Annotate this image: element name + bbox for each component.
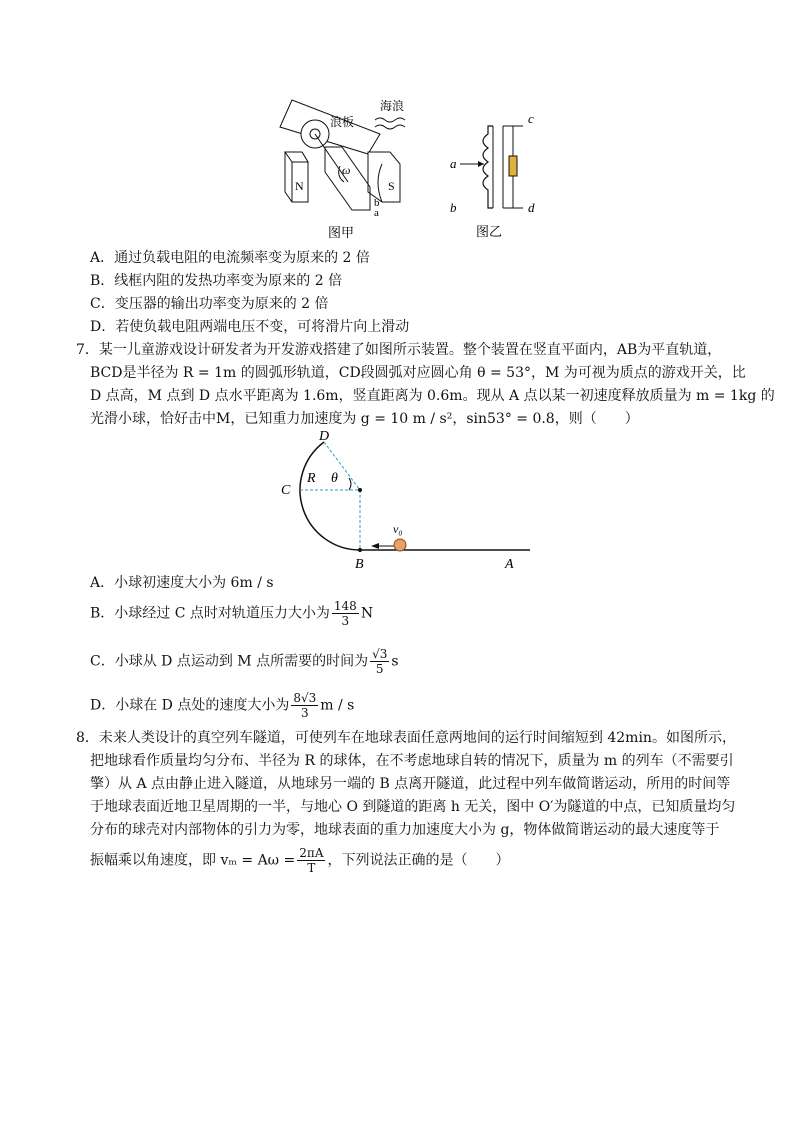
slider-arrow-icon xyxy=(478,161,484,167)
q8-stem-line2: 把地球看作质量均匀分布、半径为 R 的球体，在不考虑地球自转的情况下，质量为 m 的列车（不需要引 xyxy=(90,753,734,769)
coil-frame-shape xyxy=(325,147,370,210)
q7-option-c xyxy=(90,647,399,676)
q7-option-c-fraction xyxy=(370,647,389,676)
q7-option-d xyxy=(90,691,354,720)
unit: m / s xyxy=(320,697,355,714)
magnet-s-shape xyxy=(368,152,400,202)
q8-stem-line4: 于地球表面近地卫星周期的一半，与地心 O 到隧道的距离 h 无关，图中 O′为隧道的中点，已知质量均匀 xyxy=(90,799,736,815)
fraction-denominator: 3 xyxy=(341,614,350,628)
q7-figure xyxy=(275,430,535,572)
fraction-denominator: 5 xyxy=(375,662,384,676)
point-a-label: A xyxy=(505,557,514,572)
q6-option-c: C．变压器的输出功率变为原来的 2 倍 xyxy=(90,296,329,312)
q8-stem-line5: 分布的球壳对内部物体的引力为零，地球表面的重力加速度大小为 g，物体做简谐运动的最大速度等于 xyxy=(90,822,720,838)
yi-d-label: d xyxy=(528,200,535,215)
transformer-coil-shape xyxy=(483,126,493,208)
q8-stem-line1: 8．未来人类设计的真空列车隧道，可使列车在地球表面任意两地间的运行时间缩短到 42min。如图所示， xyxy=(76,730,736,746)
velocity-arrow-icon xyxy=(371,543,379,549)
q8-vmax-fraction xyxy=(297,846,325,875)
q7-stem-line2: BCD是半径为 R = 1m 的圆弧形轨道，CD段圆弧对应圆心角 θ = 53°，M 为可视为质点的游戏开关，比 xyxy=(90,365,746,381)
sea-wave-icon xyxy=(375,118,405,129)
q7-stem-line3: D 点高，M 点到 D 点水平距离为 1.6m，竖直距离为 0.6m。现从 A 点以某一初速度释放质量为 m = 1kg 的 xyxy=(90,388,775,404)
arc-track-shape xyxy=(300,442,360,550)
q6-option-d: D．若使负载电阻两端电压不变，可将滑片向上滑动 xyxy=(90,319,410,335)
unit: s xyxy=(391,653,399,670)
yi-c-label: c xyxy=(528,111,534,126)
yi-a-label: a xyxy=(450,156,457,171)
ball-shape xyxy=(394,539,406,551)
caption-yi: 图乙 xyxy=(476,224,503,239)
q6-option-a: A．通过负载电阻的电流频率变为原来的 2 倍 xyxy=(90,250,370,266)
fraction-numerator: 148 xyxy=(333,599,357,613)
magnet-s-label: S xyxy=(388,179,395,193)
magnet-n-label: N xyxy=(295,179,304,193)
fraction-denominator: 3 xyxy=(301,706,309,720)
q7-option-d-text: D．小球在 D 点处的速度大小为 xyxy=(90,697,290,714)
q7-option-b xyxy=(90,599,373,628)
fraction-denominator: T xyxy=(307,861,316,875)
q8-stem-line3: 擎）从 A 点由静止进入隧道，从地球另一端的 B 点离开隧道，此过程中列车做简谐运动，所用的时间等 xyxy=(90,776,731,792)
q7-option-c-text: C．小球从 D 点运动到 M 点所需要的时间为 xyxy=(90,653,369,670)
caption-jia: 图甲 xyxy=(328,225,355,240)
terminal-a-label: a xyxy=(374,207,379,219)
q6-option-b: B．线框内阻的发热功率变为原来的 2 倍 xyxy=(90,273,343,289)
sea-wave-label: 海浪 xyxy=(380,99,405,113)
point-d-label: D xyxy=(319,430,330,444)
q7-option-d-fraction xyxy=(291,691,318,720)
figure-yi xyxy=(448,108,548,243)
yi-b-label: b xyxy=(450,200,457,215)
q8-line6-tail: ，下列说法正确的是（ ） xyxy=(327,852,510,869)
unit: N xyxy=(360,605,374,622)
fraction-numerator: 8√3 xyxy=(293,691,317,705)
wave-board-label: 浪板 xyxy=(330,115,355,129)
fraction-numerator: 2πA xyxy=(299,846,324,860)
q8-stem-line6 xyxy=(90,846,509,875)
q7-option-b-text: B．小球经过 C 点时对轨道压力大小为 xyxy=(90,605,330,622)
point-c-label: C xyxy=(281,483,291,498)
q7-stem-line4: 光滑小球，恰好击中M，已知重力加速度为 g = 10 m / s²，sin53° = 0.8，则（ ） xyxy=(90,411,639,427)
omega-label: ω xyxy=(342,163,351,177)
load-resistor-shape xyxy=(509,156,517,176)
theta-label: θ xyxy=(331,471,338,486)
q7-option-b-fraction xyxy=(332,599,359,628)
terminal-b-label: b xyxy=(374,197,380,209)
figure-jia xyxy=(270,92,440,242)
radius-label: R xyxy=(307,471,316,486)
point-b-label: B xyxy=(355,557,364,572)
q7-stem-line1: 7．某一儿童游戏设计研发者为开发游戏搭建了如图所示装置。整个装置在竖直平面内，AB为平直轨道， xyxy=(76,342,722,358)
q7-option-a: A．小球初速度大小为 6m / s xyxy=(90,575,274,591)
q8-line6-text: 振幅乘以角速度，即 vₘ = Aω = xyxy=(90,852,296,869)
v0-label: v₀ xyxy=(393,522,403,536)
fraction-numerator: √3 xyxy=(372,647,388,661)
